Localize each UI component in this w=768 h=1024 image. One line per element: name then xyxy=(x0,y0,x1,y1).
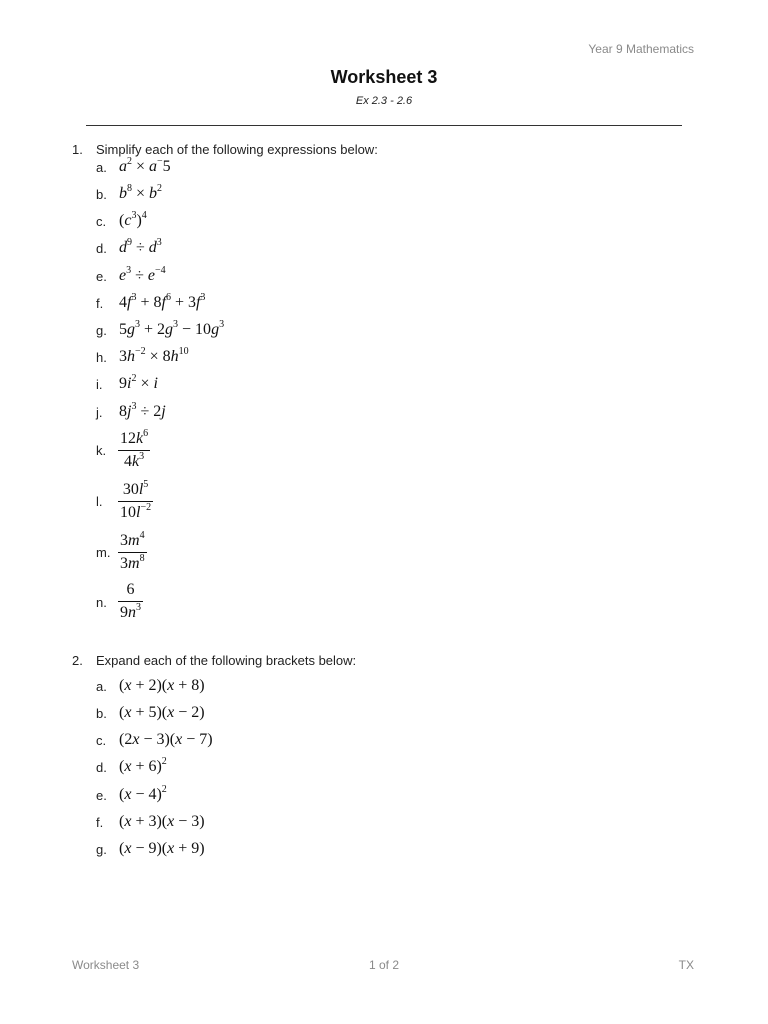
item-label: e. xyxy=(96,269,107,284)
question-2-number: 2. xyxy=(72,653,83,668)
expression: $9i^2 \times i$ xyxy=(119,373,158,392)
item-label: m. xyxy=(96,545,111,560)
item-label: b. xyxy=(96,187,107,202)
question-1-number: 1. xyxy=(72,142,83,157)
expression: $(c^3)^4$ xyxy=(119,210,147,229)
item-label: f. xyxy=(96,296,104,311)
item-label: c. xyxy=(96,214,107,229)
expression: $e^3 \div e^{-4}$ xyxy=(119,265,166,284)
item-label: c. xyxy=(96,733,107,748)
item-label: i. xyxy=(96,377,103,392)
fraction-expression: $30l^5$ $10l^{-2}$ xyxy=(120,479,152,521)
item-label: d. xyxy=(96,241,107,256)
expression: $d^9 \div d^3$ xyxy=(119,237,162,256)
expression: $5g^3 + 2g^3 - 10g^3$ xyxy=(119,319,225,338)
footer-initials: TX xyxy=(678,958,694,972)
item-label: j. xyxy=(96,405,103,420)
expression: (x − 9)(x + 9) xyxy=(119,840,205,857)
item-label: a. xyxy=(96,160,107,175)
expression: $(x + 6)^2$ xyxy=(119,756,167,775)
page-title: Worksheet 3 xyxy=(330,67,438,87)
item-label: h. xyxy=(96,350,107,365)
item-label: f. xyxy=(96,815,104,830)
item-label: n. xyxy=(96,595,107,610)
expression: $3h^{-2} \times 8h^{10}$ xyxy=(119,346,189,365)
expression: $(x - 4)^2$ xyxy=(119,784,167,803)
item-label: k. xyxy=(96,443,107,458)
item-label: b. xyxy=(96,706,107,721)
item-label: g. xyxy=(96,842,107,857)
question-1-prompt: Simplify each of the following expressions below: xyxy=(96,142,378,157)
footer-title: Worksheet 3 xyxy=(72,958,140,972)
item-label: e. xyxy=(96,788,107,803)
fraction-expression: $3m^4$ $3m^8$ xyxy=(120,530,145,572)
expression: $8j^3 \div 2j$ xyxy=(119,401,166,420)
page-subtitle: Ex 2.3 - 2.6 xyxy=(355,95,413,107)
fraction-expression: 6 $9n^3$ xyxy=(120,581,141,621)
page-number: 1 of 2 xyxy=(368,958,400,972)
course-label: Year 9 Mathematics xyxy=(588,42,694,56)
item-label: l. xyxy=(96,494,103,509)
expression: (x + 3)(x − 3) xyxy=(119,813,205,830)
item-label: g. xyxy=(96,323,107,338)
expression: $b^8 \times b^2$ xyxy=(119,183,163,202)
fraction-expression: $12k^6$ $4k^3$ xyxy=(120,428,149,470)
expression: (x + 2)(x + 8) xyxy=(119,677,205,694)
item-label: a. xyxy=(96,679,107,694)
item-label: d. xyxy=(96,760,107,775)
question-2-prompt: Expand each of the following brackets below: xyxy=(96,653,357,668)
expression: (2x − 3)(x − 7) xyxy=(119,731,213,748)
expression: (x + 5)(x − 2) xyxy=(119,704,205,721)
expression: $a^2 \times a^-5$ xyxy=(119,156,171,175)
expression: $4f^3 + 8f^6 + 3f^3$ xyxy=(119,292,206,311)
divider xyxy=(86,125,682,126)
